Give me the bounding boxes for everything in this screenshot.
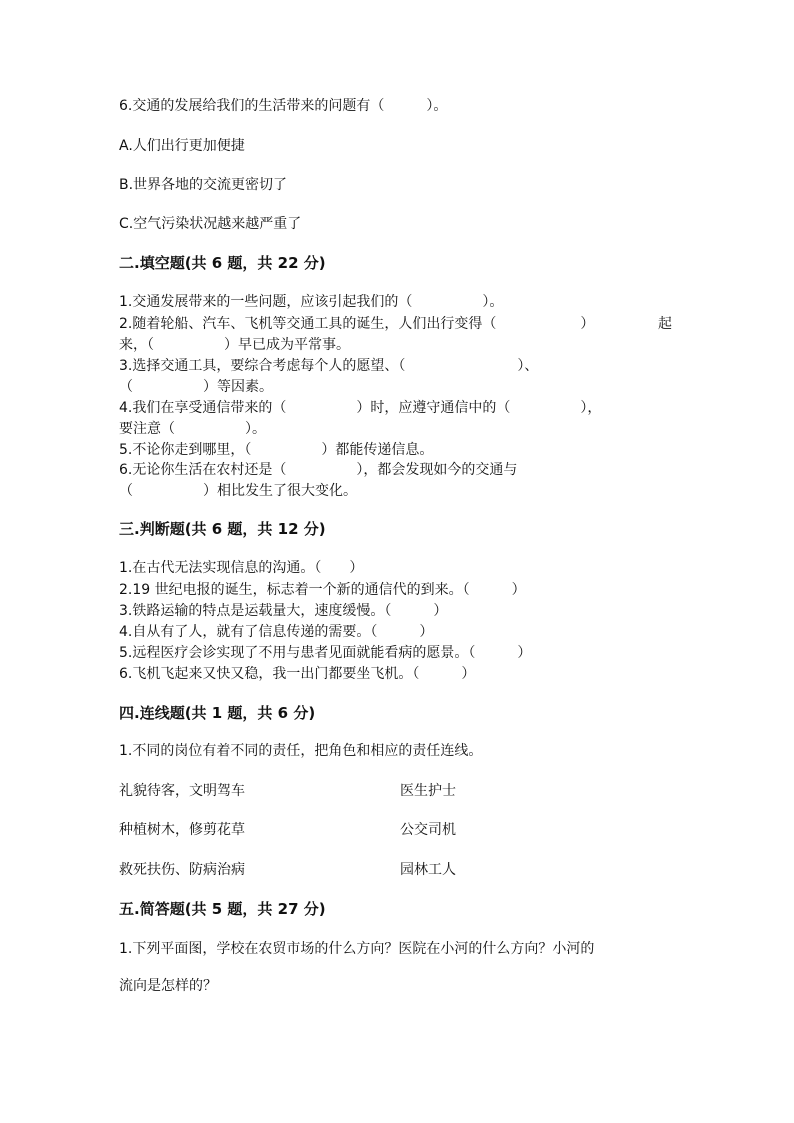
fill-line: 6.无论你生活在农村还是（ ），都会发现如今的交通与 <box>119 462 518 478</box>
judge-line: 3.铁路运输的特点是运载量大，速度缓慢。（ ） <box>119 603 448 619</box>
match-stem: 1.不同的岗位有着不同的责任，把角色和相应的责任连线。 <box>119 743 483 759</box>
match-right-item: 公交司机 <box>400 822 456 838</box>
match-left-item: 礼貌待客，文明驾车 <box>119 783 245 799</box>
judge-line: 4.自从有了人，就有了信息传递的需要。（ ） <box>119 624 434 640</box>
fill-line: 5.不论你走到哪里，（ ）都能传递信息。 <box>119 442 434 458</box>
question-6-option-c: C.空气污染状况越来越严重了 <box>119 216 302 232</box>
short-section-title: 五.简答题(共 5 题，共 27 分) <box>119 900 326 918</box>
fill-line: 2.随着轮船、汽车、飞机等交通工具的诞生，人们出行变得（ ） <box>119 316 595 332</box>
fill-line: 3.选择交通工具，要综合考虑每个人的愿望、（ ）、 <box>119 358 539 374</box>
fill-line: 要注意（ ）。 <box>119 421 266 437</box>
judge-line: 2.19 世纪电报的诞生，标志着一个新的通信代的到来。（ ） <box>119 582 526 598</box>
fill-line-tail: 起 <box>658 316 672 332</box>
judge-line: 5.远程医疗会诊实现了不用与患者见面就能看病的愿景。（ ） <box>119 645 532 661</box>
judge-line: 6.飞机飞起来又快又稳，我一出门都要坐飞机。（ ） <box>119 666 476 682</box>
match-section-title: 四.连线题(共 1 题，共 6 分) <box>119 704 316 722</box>
match-right-item: 园林工人 <box>400 862 456 878</box>
fill-line: （ ）等因素。 <box>119 379 273 395</box>
match-left-item: 救死扶伤、防病治病 <box>119 862 245 878</box>
short-line: 流向是怎样的？ <box>119 978 217 994</box>
fill-line: 4.我们在享受通信带来的（ ）时，应遵守通信中的（ ）， <box>119 400 602 416</box>
fill-line: 1.交通发展带来的一些问题，应该引起我们的（ ）。 <box>119 294 504 310</box>
question-6-stem: 6.交通的发展给我们的生活带来的问题有（ ）。 <box>119 98 448 114</box>
question-6-option-a: A.人们出行更加便捷 <box>119 138 245 154</box>
match-left-item: 种植树木，修剪花草 <box>119 822 245 838</box>
match-right-item: 医生护士 <box>400 783 456 799</box>
fill-line: （ ）相比发生了很大变化。 <box>119 483 357 499</box>
fill-section-title: 二.填空题(共 6 题，共 22 分) <box>119 254 326 272</box>
fill-line: 来，（ ）早已成为平常事。 <box>119 337 350 353</box>
judge-section-title: 三.判断题(共 6 题，共 12 分) <box>119 520 326 538</box>
question-6-option-b: B.世界各地的交流更密切了 <box>119 177 288 193</box>
short-line: 1.下列平面图，学校在农贸市场的什么方向？医院在小河的什么方向？小河的 <box>119 941 595 957</box>
judge-line: 1.在古代无法实现信息的沟通。（ ） <box>119 560 364 576</box>
